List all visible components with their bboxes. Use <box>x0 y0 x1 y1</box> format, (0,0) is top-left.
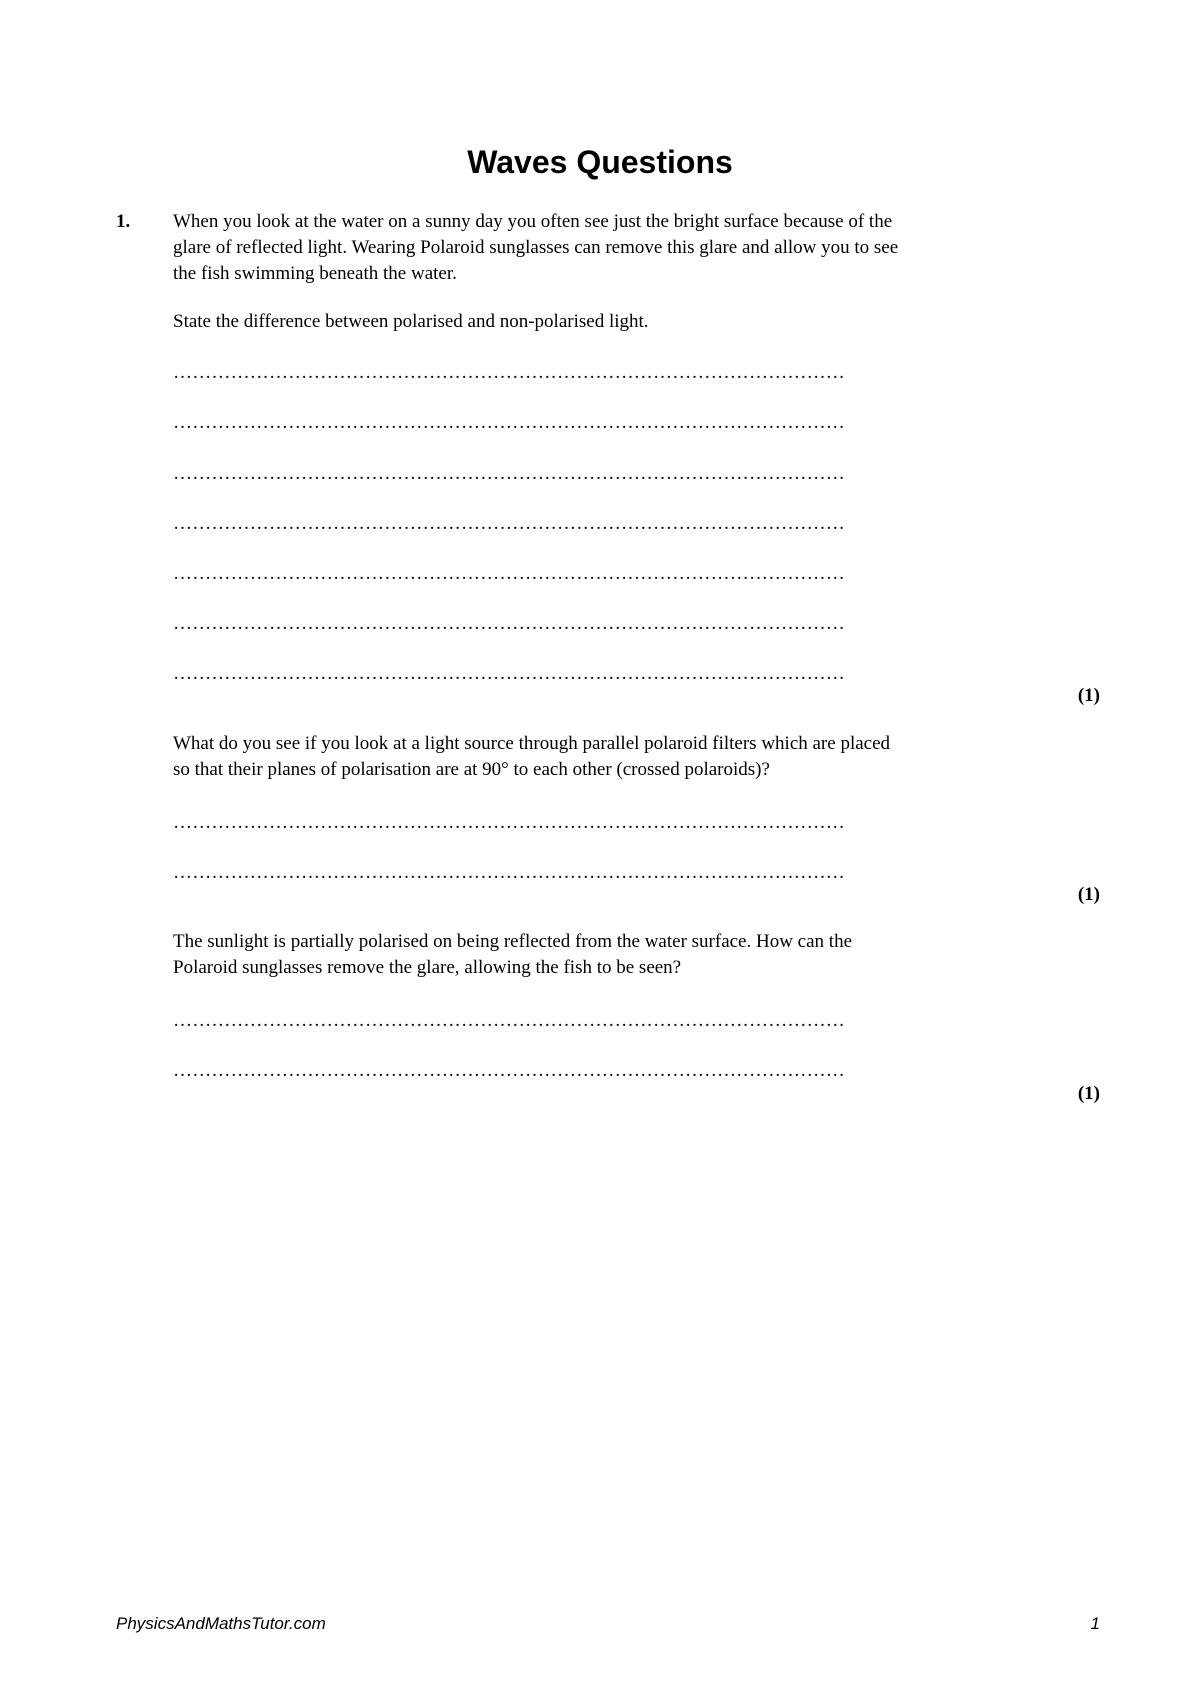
answer-line[interactable]: …………………………………………………………………………………………… <box>173 663 845 684</box>
prompt-line: What do you see if you look at a light source through parallel polaroid filters which are placed <box>173 733 891 754</box>
prompt-line: The sunlight is partially polarised on being reflected from the water surface. How can the <box>173 931 853 952</box>
page-title: Waves Questions <box>467 144 733 180</box>
answer-line[interactable]: …………………………………………………………………………………………… <box>173 463 845 484</box>
part-b-prompt <box>173 731 1043 783</box>
intro-line: glare of reflected light. Wearing Polaroid sunglasses can remove this glare and allow you to see <box>173 237 899 258</box>
marks-label: (1) <box>1077 884 1100 905</box>
answer-line[interactable]: …………………………………………………………………………………………… <box>173 513 845 534</box>
part-a-prompt: State the difference between polarised and non-polarised light. <box>173 311 649 332</box>
question-intro <box>173 209 1043 287</box>
marks-label: (1) <box>1077 1083 1100 1104</box>
intro-line: the fish swimming beneath the water. <box>173 263 457 284</box>
answer-line[interactable]: …………………………………………………………………………………………… <box>173 613 845 634</box>
intro-line: When you look at the water on a sunny day you often see just the bright surface because of the <box>173 211 893 232</box>
prompt-line: so that their planes of polarisation are at 90° to each other (crossed polaroids)? <box>173 759 770 780</box>
answer-line[interactable]: …………………………………………………………………………………………… <box>173 1060 845 1081</box>
answer-line[interactable]: …………………………………………………………………………………………… <box>173 1010 845 1031</box>
answer-line[interactable]: …………………………………………………………………………………………… <box>173 412 845 433</box>
answer-line[interactable]: …………………………………………………………………………………………… <box>173 862 845 883</box>
question-number: 1. <box>116 211 131 232</box>
prompt-line: Polaroid sunglasses remove the glare, allowing the fish to be seen? <box>173 957 682 978</box>
part-c-prompt <box>173 929 1043 981</box>
answer-line[interactable]: …………………………………………………………………………………………… <box>173 362 845 383</box>
page-number: 1 <box>1090 1614 1100 1633</box>
footer-site: PhysicsAndMathsTutor.com <box>116 1614 326 1633</box>
answer-line[interactable]: …………………………………………………………………………………………… <box>173 563 845 584</box>
marks-label: (1) <box>1077 685 1100 706</box>
answer-line[interactable]: …………………………………………………………………………………………… <box>173 812 845 833</box>
